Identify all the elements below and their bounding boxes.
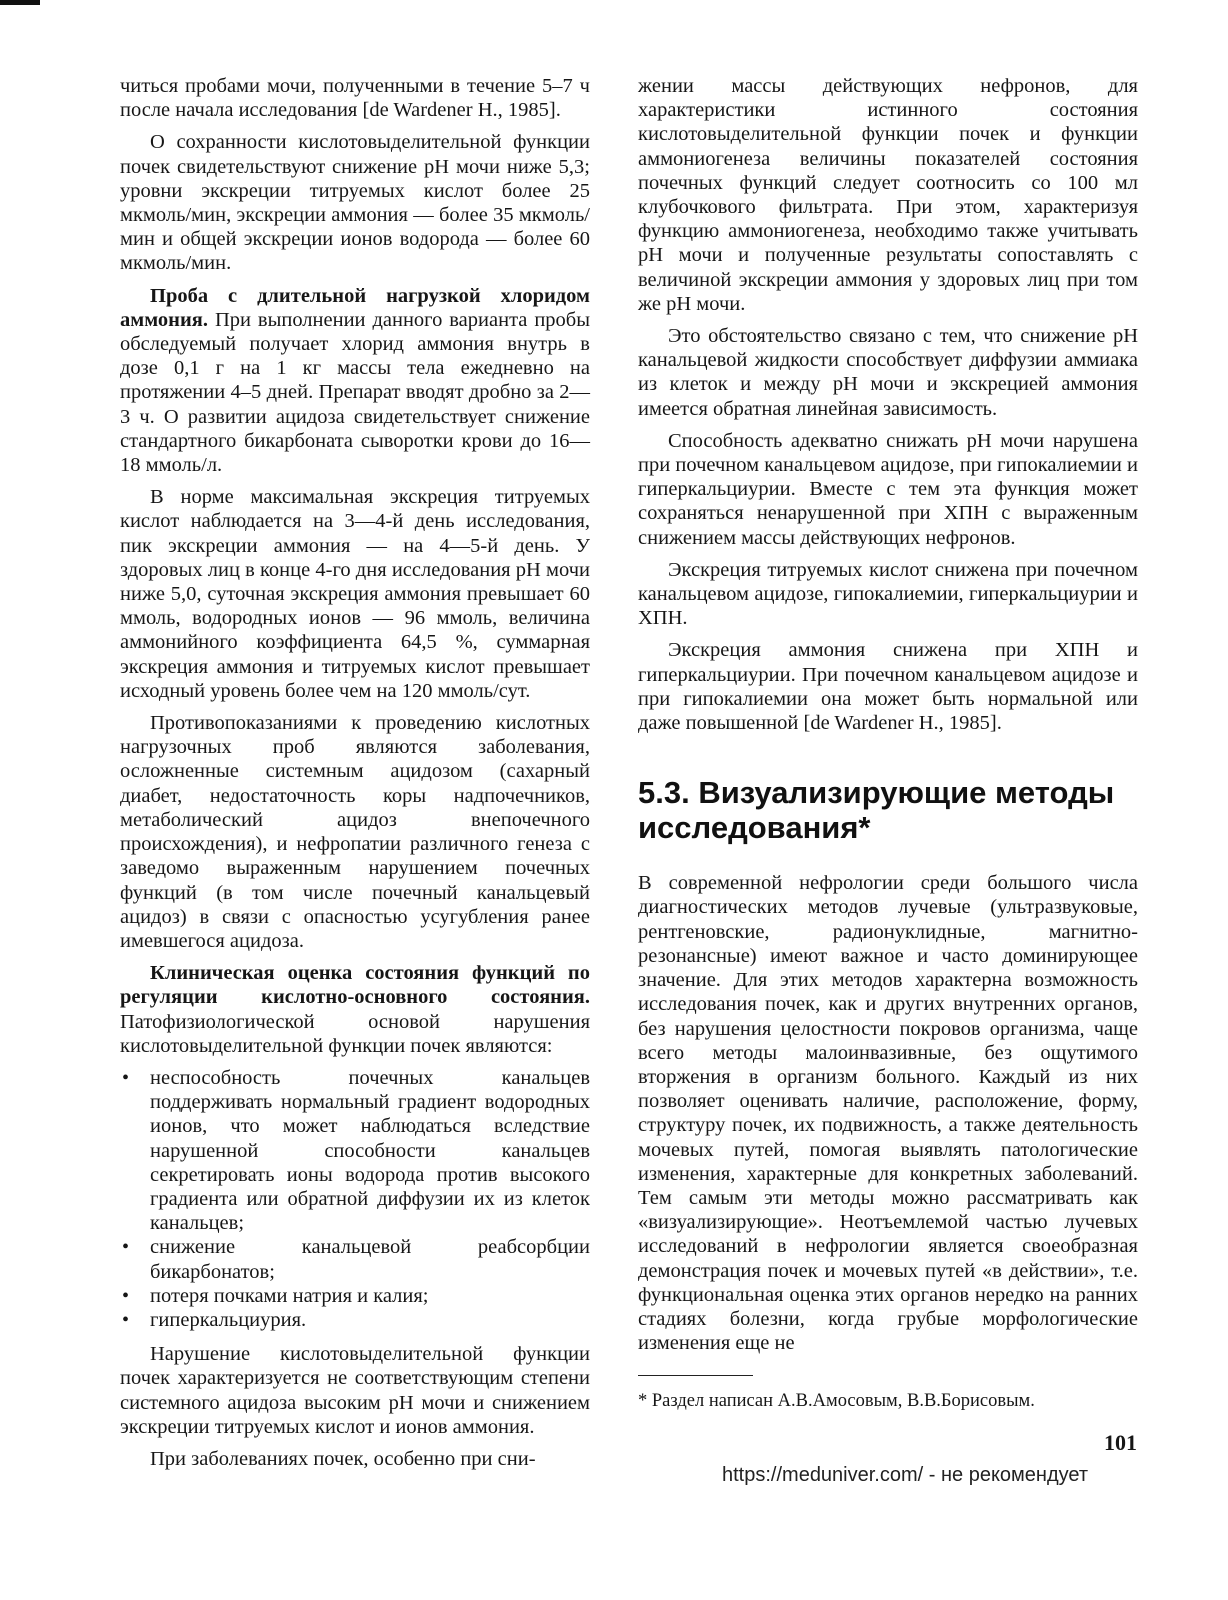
paragraph: Нарушение кислотовыделительной функции почек характеризуется не соответствующим степени системного ацидоза высоким рН мочи и снижением экскреции титруемых кислот и ионов аммония.	[120, 1343, 590, 1438]
paragraph-text: Патофизиологической основой нарушения кислотовыделительной функции почек являются:	[120, 1010, 590, 1057]
paragraph: О сохранности кислотовыделительной функции почек свидетельствуют снижение рН мочи ниже 5,3; уровни экскреции титруемых кислот более 25 мкмоль/мин, экскреции аммония — более 35 мкмоль/мин и общей экскреции ионов водорода — более 60 мкмоль/мин.	[120, 131, 590, 275]
paragraph: Противопоказаниями к проведению кислотных нагрузочных проб являются заболевания, осложненные системным ацидозом (сахарный диабет, недостаточность коры надпочечников, метаболический ацидоз внепочечного происхождения), и нефропатии различного генеза с заведомо выраженным нарушением почечных функций (в том числе почечный канальцевый ацидоз) в связи с опасностью усугубления ранее имевшегося ацидоза.	[120, 712, 590, 952]
section-heading: 5.3. Визуализирующие методы исследования*	[638, 775, 1115, 846]
paragraph	[120, 961, 590, 1058]
bullet-icon: •	[122, 1284, 130, 1307]
list-item	[120, 1308, 590, 1332]
paragraph: В норме максимальная экскреция титруемых кислот наблюдается на 3—4-й день исследования, пик экскреции аммония — на 4—5-й день. У здоровых лиц в конце 4-го дня исследования рН мочи ниже 5,0, суточная экскреция аммония превышает 60 ммоль, водородных ионов — 96 ммоль, величина аммонийного коэффициента 64,5 %, суммарная экскреция аммония и титруемых кислот превышает исходный уровень более чем на 120 ммоль/сут.	[120, 486, 590, 702]
bullet-icon: •	[122, 1236, 130, 1259]
footnote-divider	[638, 1375, 753, 1376]
right-column	[638, 74, 1138, 1420]
left-column	[120, 74, 590, 1479]
list-item-text: неспособность почечных канальцев поддерживать нормальный градиент водородных ионов, что может наблюдаться вследствие нарушенной способности канальцев секретировать ионы водорода против высокого градиента или обратной диффузии их из клеток канальцев;	[150, 1066, 590, 1235]
paragraph: В современной нефрологии среди большого числа диагностических методов лучевые (ультразвуковые, рентгеновские, радионуклидные, магнитно-резонансные) имеют важное и часто доминирующее значение. Для этих методов характерна возможность исследования почек, как и других внутренних органов, без нарушения целостности покровов организма, чаще всего методы малоинвазивные, без ощутимого вторжения в организм больного. Каждый из них позволяет оценивать наличие, расположение, форму, структуру почек, их подвижность, а также деятельность мочевых путей, помогая выявлять патологические изменения, характерные для конкретных заболеваний. Тем самым эти методы можно рассматривать как «визуализирующие». Неотъемлемой частью лучевых исследований в нефрологии является своеобразная демонстрация почек и мочевых путей «в действии», т.е. функциональная оценка этих органов нередко на ранних стадиях болезни, когда грубые морфологические изменения еще не	[638, 872, 1138, 1355]
paragraph: Экскреция титруемых кислот снижена при почечном канальцевом ацидозе, гипокалиемии, гиперкальциурии и ХПН.	[638, 558, 1138, 630]
bullet-list	[120, 1066, 590, 1332]
paragraph: Способность адекватно снижать рН мочи нарушена при почечном канальцевом ацидозе, при гипокалиемии и гиперкальциурии. Вместе с тем эта функция может сохраняться ненарушенной при ХПН с выраженным снижением массы действующих нефронов.	[638, 429, 1138, 549]
run-in-heading: Проба с длительной нагрузкой хлоридом аммония.	[120, 284, 590, 331]
list-item	[120, 1066, 590, 1235]
scan-corner-mark	[0, 0, 40, 5]
page-number: 101	[1104, 1430, 1137, 1455]
paragraph: Экскреция аммония снижена при ХПН и гиперкальциурии. При почечном канальцевом ацидозе и при гипокалиемии она может быть нормальной или даже повышенной [de Wardener H., 1985].	[638, 639, 1138, 735]
paragraph: При заболеваниях почек, особенно при сни-	[150, 1447, 536, 1470]
list-item	[120, 1284, 590, 1308]
paragraph: читься пробами мочи, полученными в течение 5–7 ч после начала исследования [de Wardener H., 1985].	[120, 75, 590, 122]
list-item-text: потеря почками натрия и калия;	[150, 1284, 429, 1307]
paragraph	[120, 284, 590, 478]
footnote: * Раздел написан А.В.Амосовым, В.В.Борисовым.	[638, 1391, 1035, 1412]
list-item-text: гиперкальциурия.	[150, 1308, 307, 1331]
run-in-heading: Клиническая оценка состояния функций по регуляции кислотно-основного состояния.	[120, 962, 590, 1009]
list-item	[120, 1235, 590, 1283]
bullet-icon: •	[122, 1066, 130, 1089]
list-item-text: снижение канальцевой реабсорбции бикарбонатов;	[150, 1236, 590, 1283]
paragraph: Это обстоятельство связано с тем, что снижение рН канальцевой жидкости способствует диффузии аммиака из клеток и между рН мочи и экскрецией аммония имеется обратная линейная зависимость.	[638, 325, 1138, 420]
paragraph: жении массы действующих нефронов, для характеристики истинного состояния кислотовыделительной функции почек и функции аммониогенеза величины показателей состояния почечных функций следует соотносить со 100 мл клубочкового фильтрата. При этом, характеризуя функцию аммониогенеза, необходимо также учитывать рН мочи и полученные результаты сопоставлять с величиной экскреции аммония у здоровых лиц при том же рН мочи.	[638, 75, 1138, 315]
bullet-icon: •	[122, 1308, 130, 1331]
watermark-text: https://meduniver.com/ - не рекомендует	[722, 1464, 1089, 1486]
paragraph-text: При выполнении данного варианта пробы обследуемый получает хлорид аммония внутрь в дозе 0,1 г на 1 кг массы тела ежедневно на протяжении 4–5 дней. Препарат вводят дробно за 2—3 ч. О развитии ацидоза свидетельствует снижение стандартного бикарбоната сыворотки крови до 16—18 ммоль/л.	[120, 308, 590, 477]
